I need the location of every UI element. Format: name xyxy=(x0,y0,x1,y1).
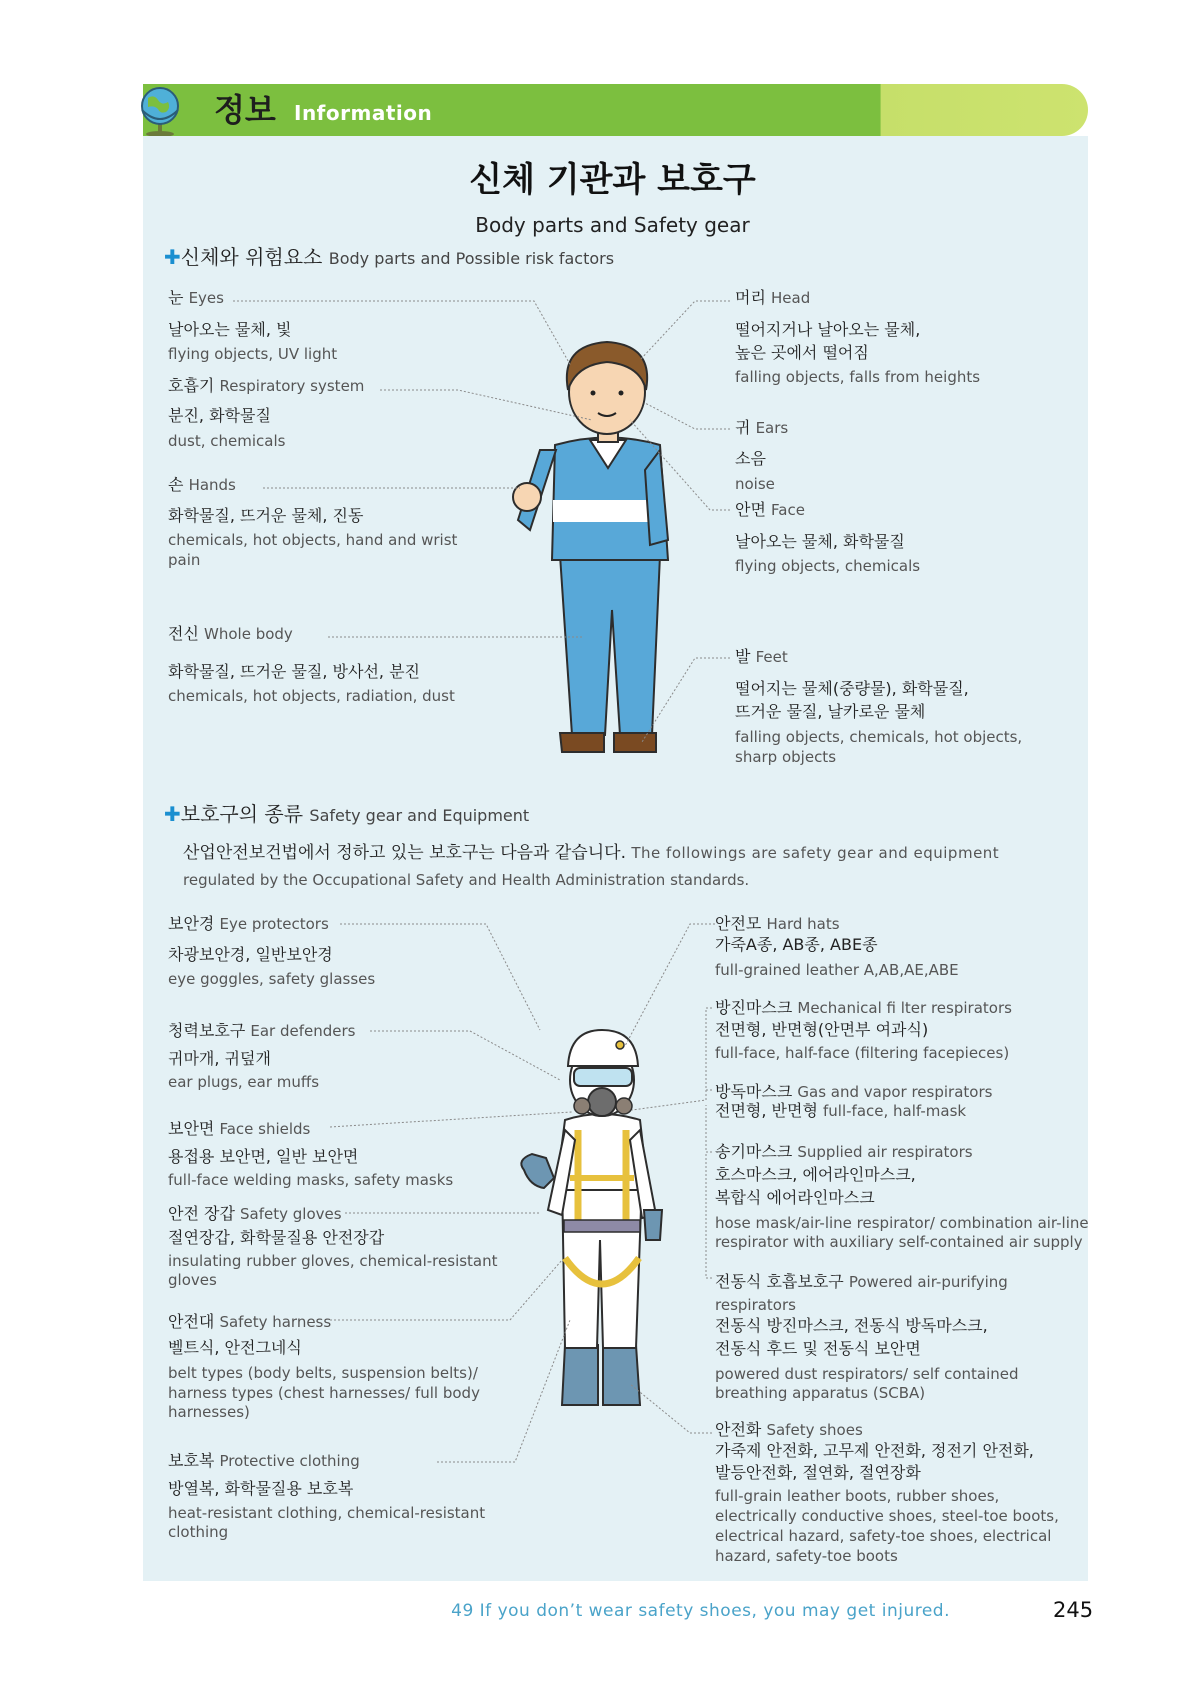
gear-en: hazard, safety-toe boots xyxy=(715,1547,898,1565)
risk-ko: 화학물질, 뜨거운 물체, 진동 xyxy=(168,506,364,525)
gear-en: ear plugs, ear muffs xyxy=(168,1073,320,1091)
gear-ko: 전동식 방진마스크, 전동식 방독마스크, xyxy=(715,1316,988,1335)
risk-ko: 분진, 화학물질 xyxy=(168,406,271,425)
gear-label: 안전대 Safety harness xyxy=(168,1312,332,1331)
gear-label: 방진마스크 Mechanical fi lter respirators xyxy=(715,998,1012,1017)
risk-en: chemicals, hot objects, radiation, dust xyxy=(168,687,455,705)
intro-en: The followings are safety gear and equipment xyxy=(631,844,1000,862)
gear-en: electrically conductive shoes, steel-toe boots, xyxy=(715,1507,1059,1525)
gear-ko: 전면형, 반면형(안면부 여과식) xyxy=(715,1020,929,1039)
gear-en: full-face welding masks, safety masks xyxy=(168,1171,454,1189)
risk-ko: 뜨거운 물질, 날카로운 물체 xyxy=(735,702,926,721)
gear-ko: 발등안전화, 절연화, 절연장화 xyxy=(715,1463,921,1482)
gear-label: 청력보호구 Ear defenders xyxy=(168,1021,356,1040)
risk-ko: 소음 xyxy=(735,449,766,468)
gear-en: eye goggles, safety glasses xyxy=(168,970,376,988)
gear-en: full-grain leather boots, rubber shoes, xyxy=(715,1487,1000,1505)
footer-text: 49 If you don’t wear safety shoes, you may get injured. xyxy=(451,1601,950,1621)
gear-ko: 가죽A종, AB종, ABE종 xyxy=(715,935,878,954)
gear-ko: 귀마개, 귀덮개 xyxy=(168,1049,271,1068)
gear-en: belt types (body belts, suspension belts)/ xyxy=(168,1364,478,1382)
gear-ko: 방열복, 화학물질용 보호복 xyxy=(168,1479,354,1498)
gear-en: respirators xyxy=(715,1296,796,1314)
body-part-label: 눈 Eyes xyxy=(168,288,224,307)
header-subtitle: Information xyxy=(294,101,433,125)
page-number: 245 xyxy=(1053,1598,1094,1622)
body-part-label: 귀 Ears xyxy=(735,418,789,437)
body-part-label: 머리 Head xyxy=(735,288,811,307)
gear-en: clothing xyxy=(168,1523,229,1541)
section2-title-en: Safety gear and Equipment xyxy=(309,806,530,825)
body-part-label: 발 Feet xyxy=(735,647,788,666)
risk-ko: 날아오는 물체, 화학물질 xyxy=(735,532,905,551)
gear-ko: 벨트식, 안전그네식 xyxy=(168,1338,302,1357)
risk-ko: 높은 곳에서 떨어짐 xyxy=(735,343,869,362)
intro-en-2: regulated by the Occupational Safety and Health Administration standards. xyxy=(183,871,750,889)
risk-ko: 날아오는 물체, 빛 xyxy=(168,320,292,339)
gear-ko: 복합식 에어라인마스크 xyxy=(715,1188,875,1207)
body-part-label: 손 Hands xyxy=(168,475,236,494)
risk-en: falling objects, chemicals, hot objects, xyxy=(735,728,1023,746)
gear-en: hose mask/air-line respirator/ combination air-line xyxy=(715,1214,1089,1232)
body-part-label: 안면 Face xyxy=(735,500,805,519)
gear-en: harness types (chest harnesses/ full body xyxy=(168,1384,480,1402)
gear-label: 송기마스크 Supplied air respirators xyxy=(715,1142,973,1161)
protected-worker-illustration xyxy=(0,880,1200,1580)
risk-en: noise xyxy=(735,475,775,493)
gear-label: 보안면 Face shields xyxy=(168,1119,311,1138)
risk-en: flying objects, chemicals xyxy=(735,557,921,575)
page-subtitle: Body parts and Safety gear xyxy=(475,213,750,237)
intro-ko: 산업안전보건법에서 정하고 있는 보호구는 다음과 같습니다. xyxy=(183,843,626,863)
section2-intro xyxy=(183,842,999,864)
risk-ko: 떨어지는 물체(중량물), 화학물질, xyxy=(735,679,969,698)
plus-icon: ✚ xyxy=(164,245,181,269)
gear-en: insulating rubber gloves, chemical-resistant xyxy=(168,1252,498,1270)
risk-ko: 화학물질, 뜨거운 물질, 방사선, 분진 xyxy=(168,662,420,681)
worker-illustration xyxy=(0,0,1200,800)
section1-title-ko: 신체와 위험요소 xyxy=(180,245,323,269)
gear-ko: 전동식 후드 및 전동식 보안면 xyxy=(715,1339,921,1358)
body-part-label: 전신 Whole body xyxy=(168,624,293,643)
risk-en: dust, chemicals xyxy=(168,432,286,450)
section1-title-en: Body parts and Possible risk factors xyxy=(328,249,615,268)
gear-en: respirator with auxiliary self-contained air supply xyxy=(715,1233,1083,1251)
gear-en: heat-resistant clothing, chemical-resistant xyxy=(168,1504,486,1522)
gear-label: 보호복 Protective clothing xyxy=(168,1451,360,1470)
gear-en: full-grained leather A,AB,AE,ABE xyxy=(715,961,959,979)
gear-en: breathing apparatus (SCBA) xyxy=(715,1384,926,1402)
gear-ko: 용접용 보안면, 일반 보안면 xyxy=(168,1147,359,1166)
gear-en: electrical hazard, safety-toe shoes, electrical xyxy=(715,1527,1052,1545)
gear-label: 안전모 Hard hats xyxy=(715,914,840,933)
gear-label: 안전화 Safety shoes xyxy=(715,1420,863,1439)
gear-en: gloves xyxy=(168,1271,217,1289)
gear-label: 안전 장갑 Safety gloves xyxy=(168,1204,342,1223)
gear-en: full-face, half-face (filtering facepieces) xyxy=(715,1044,1010,1062)
body-part-label: 호흡기 Respiratory system xyxy=(168,376,365,395)
risk-en: chemicals, hot objects, hand and wrist pain xyxy=(168,531,458,569)
section2-heading xyxy=(164,801,529,829)
risk-en: flying objects, UV light xyxy=(168,345,338,363)
gear-label: 전동식 호흡보호구 Powered air-purifying xyxy=(715,1272,1008,1291)
gear-ko: 차광보안경, 일반보안경 xyxy=(168,945,333,964)
risk-en: sharp objects xyxy=(735,748,837,766)
risk-en: falling objects, falls from heights xyxy=(735,368,981,386)
gear-ko: 가죽제 안전화, 고무제 안전화, 정전기 안전화, xyxy=(715,1441,1034,1460)
gear-en: harnesses) xyxy=(168,1403,250,1421)
risk-ko: 떨어지거나 날아오는 물체, xyxy=(735,320,921,339)
header-title: 정보 xyxy=(214,91,276,129)
section2-title-ko: 보호구의 종류 xyxy=(180,802,304,826)
gear-ko: 호스마스크, 에어라인마스크, xyxy=(715,1165,916,1184)
page-title: 신체 기관과 보호구 xyxy=(469,160,756,200)
gear-ko: 절연장갑, 화학물질용 안전장갑 xyxy=(168,1228,385,1247)
gear-label: 방독마스크 Gas and vapor respirators xyxy=(715,1082,993,1101)
gear-ko: 전면형, 반면형 full-face, half-mask xyxy=(715,1101,967,1120)
gear-label: 보안경 Eye protectors xyxy=(168,914,329,933)
plus-icon: ✚ xyxy=(164,802,181,826)
gear-en: powered dust respirators/ self contained xyxy=(715,1365,1019,1383)
